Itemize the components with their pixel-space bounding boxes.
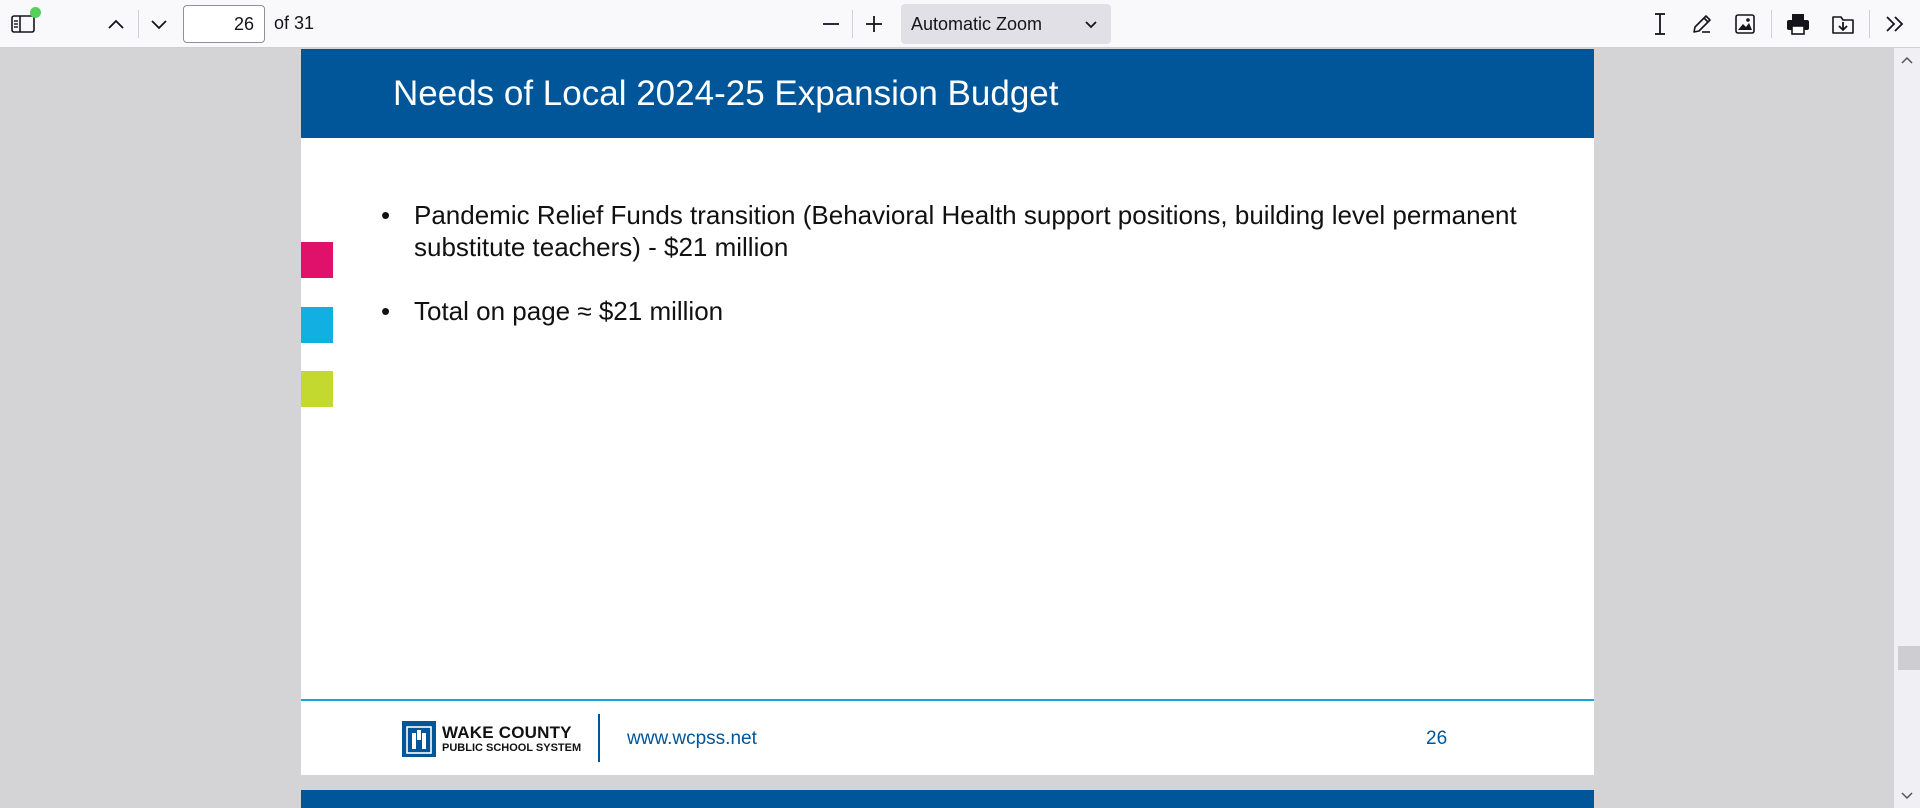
chevron-down-icon	[148, 13, 170, 35]
wcpss-logo	[402, 721, 581, 757]
text-tool-button[interactable]	[1642, 6, 1678, 42]
bullet-marker: •	[381, 200, 391, 230]
footer-rule	[301, 699, 1594, 701]
document-viewer[interactable]	[0, 48, 1894, 808]
pdf-page	[301, 49, 1594, 775]
footer-divider	[598, 714, 600, 762]
toolbar-separator	[1869, 10, 1870, 38]
logo-line-2: PUBLIC SCHOOL SYSTEM	[442, 742, 582, 754]
download-icon	[1830, 12, 1856, 36]
scroll-up-arrow-icon[interactable]	[1900, 54, 1914, 68]
accent-swatch-cyan	[301, 307, 333, 343]
draw-tool-button[interactable]	[1684, 6, 1720, 42]
toolbar-separator	[852, 10, 853, 38]
zoom-out-button[interactable]	[813, 6, 849, 42]
tools-menu-button[interactable]	[1877, 6, 1913, 42]
bullet-marker: •	[381, 296, 391, 326]
previous-page-button[interactable]	[98, 6, 134, 42]
zoom-select-value: Automatic Zoom	[911, 14, 1043, 34]
add-image-button[interactable]	[1727, 6, 1763, 42]
slide-page-number: 26	[1426, 728, 1448, 749]
next-page-button[interactable]	[141, 6, 177, 42]
scroll-down-arrow-icon[interactable]	[1900, 788, 1914, 802]
save-button[interactable]	[1825, 6, 1861, 42]
chevron-up-icon	[105, 13, 127, 35]
footer-url-link[interactable]: www.wcpss.net	[627, 728, 757, 749]
bullet-list	[381, 199, 1531, 359]
image-icon	[1733, 12, 1757, 36]
vertical-scrollbar[interactable]	[1894, 48, 1920, 808]
toolbar-separator	[1771, 10, 1772, 38]
next-pdf-page	[301, 790, 1594, 808]
zoom-select[interactable]	[901, 4, 1111, 44]
notification-dot	[30, 7, 41, 18]
accent-swatch-lime	[301, 371, 333, 407]
pencil-icon	[1690, 12, 1714, 36]
page-number-input[interactable]	[183, 5, 265, 43]
slide-title: Needs of Local 2024-25 Expansion Budget	[393, 74, 1059, 113]
text-cursor-icon	[1649, 11, 1671, 37]
scrollbar-thumb[interactable]	[1898, 646, 1920, 670]
list-item	[381, 295, 1531, 327]
page-count-label: of 31	[274, 13, 315, 33]
double-chevron-right-icon	[1883, 13, 1907, 35]
pdf-toolbar	[0, 0, 1920, 48]
printer-icon	[1785, 12, 1811, 36]
zoom-in-button[interactable]	[856, 6, 892, 42]
plus-icon	[863, 13, 885, 35]
list-item	[381, 199, 1531, 263]
slide-header	[301, 49, 1594, 138]
minus-icon	[820, 13, 842, 35]
toolbar-separator	[138, 10, 139, 38]
logo-line-1: WAKE COUNTY	[442, 723, 572, 742]
accent-swatch-magenta	[301, 242, 333, 278]
school-logo-icon	[402, 721, 436, 757]
chevron-down-icon	[1083, 16, 1099, 32]
bullet-text: Total on page ≈ $21 million	[414, 296, 724, 326]
bullet-text: Pandemic Relief Funds transition (Behavioral Health support positions, building level permanent substitute teachers) - $21 million	[414, 200, 1517, 262]
print-button[interactable]	[1780, 6, 1816, 42]
